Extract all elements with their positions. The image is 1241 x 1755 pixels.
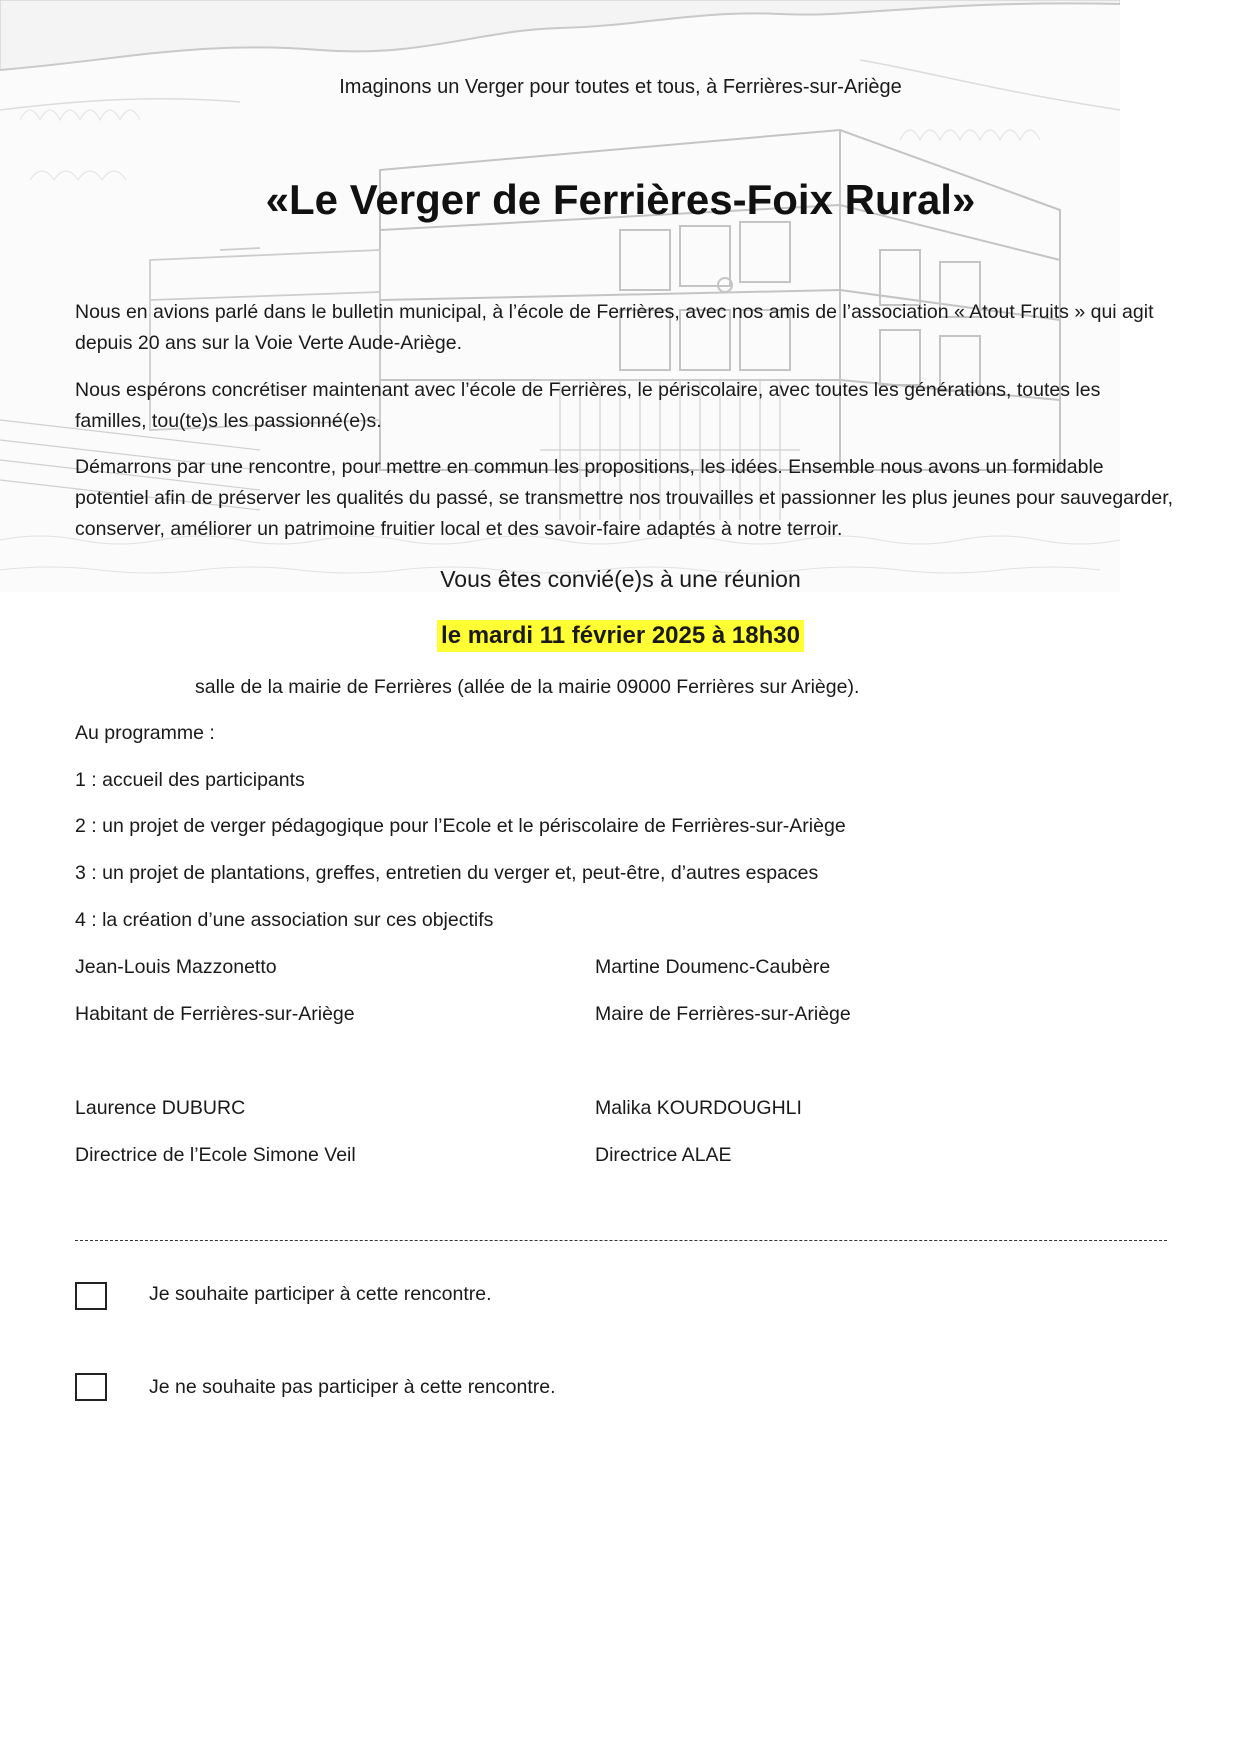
signatory-role-2: Maire de Ferrières-sur-Ariège (595, 1003, 851, 1025)
cut-line-divider (75, 1240, 1167, 1241)
document-subtitle: Imaginons un Verger pour toutes et tous, à Ferrières-sur-Ariège (339, 76, 902, 98)
intro-paragraph-1: Nous en avions parlé dans le bulletin municipal, à l’école de Ferrières, avec nos amis de l’association « Atout Fruits » qui agit depuis 20 ans sur la Voie Verte Aude-Ariège. (75, 301, 1154, 354)
intro-paragraph-2: Nous espérons concrétiser maintenant avec l’école de Ferrières, le périscolaire, avec toutes les générations, toutes les familles, tou(te)s les passionné(e)s. (75, 379, 1101, 432)
document-title: «Le Verger de Ferrières-Foix Rural» (265, 176, 976, 223)
attend-no-checkbox[interactable] (75, 1373, 107, 1401)
attend-yes-label: Je souhaite participer à cette rencontre. (149, 1283, 492, 1305)
program-item-1: 1 : accueil des participants (75, 769, 305, 791)
program-item-3: 3 : un projet de plantations, greffes, entretien du verger et, peut-être, d’autres espaces (75, 862, 819, 884)
signatory-role-1: Habitant de Ferrières-sur-Ariège (75, 1003, 355, 1025)
meeting-invite: Vous êtes convié(e)s à une réunion (440, 566, 801, 592)
signatory-role-4: Directrice ALAE (595, 1144, 732, 1166)
meeting-date-wrap (0, 620, 1241, 652)
meeting-place: salle de la mairie de Ferrières (allée de la mairie 09000 Ferrières sur Ariège). (195, 676, 860, 698)
signatory-name-4: Malika KOURDOUGHLI (595, 1097, 802, 1119)
attend-no-label: Je ne souhaite pas participer à cette rencontre. (149, 1376, 556, 1398)
signatory-name-2: Martine Doumenc-Caubère (595, 956, 831, 978)
attend-yes-checkbox[interactable] (75, 1282, 107, 1310)
intro-paragraph-3: Démarrons par une rencontre, pour mettre en commun les propositions, les idées. Ensemble nous avons un formidable potentiel afin de préserver les qualités du passé, se transmettre nos trouvailles et passionner les plus jeunes pour sauvegarder, conserver, améliorer un patrimoine fruitier local et des savoir-faire adaptés à notre terroir. (75, 456, 1174, 540)
program-item-4: 4 : la création d’une association sur ces objectifs (75, 909, 494, 931)
signatory-role-3: Directrice de l’Ecole Simone Veil (75, 1144, 356, 1166)
program-heading: Au programme : (75, 722, 215, 744)
signatory-name-1: Jean-Louis Mazzonetto (75, 956, 277, 978)
program-item-2: 2 : un projet de verger pédagogique pour l’Ecole et le périscolaire de Ferrières-sur-Ariège (75, 815, 846, 837)
signatory-name-3: Laurence DUBURC (75, 1097, 246, 1119)
meeting-date-highlight: le mardi 11 février 2025 à 18h30 (437, 620, 804, 652)
